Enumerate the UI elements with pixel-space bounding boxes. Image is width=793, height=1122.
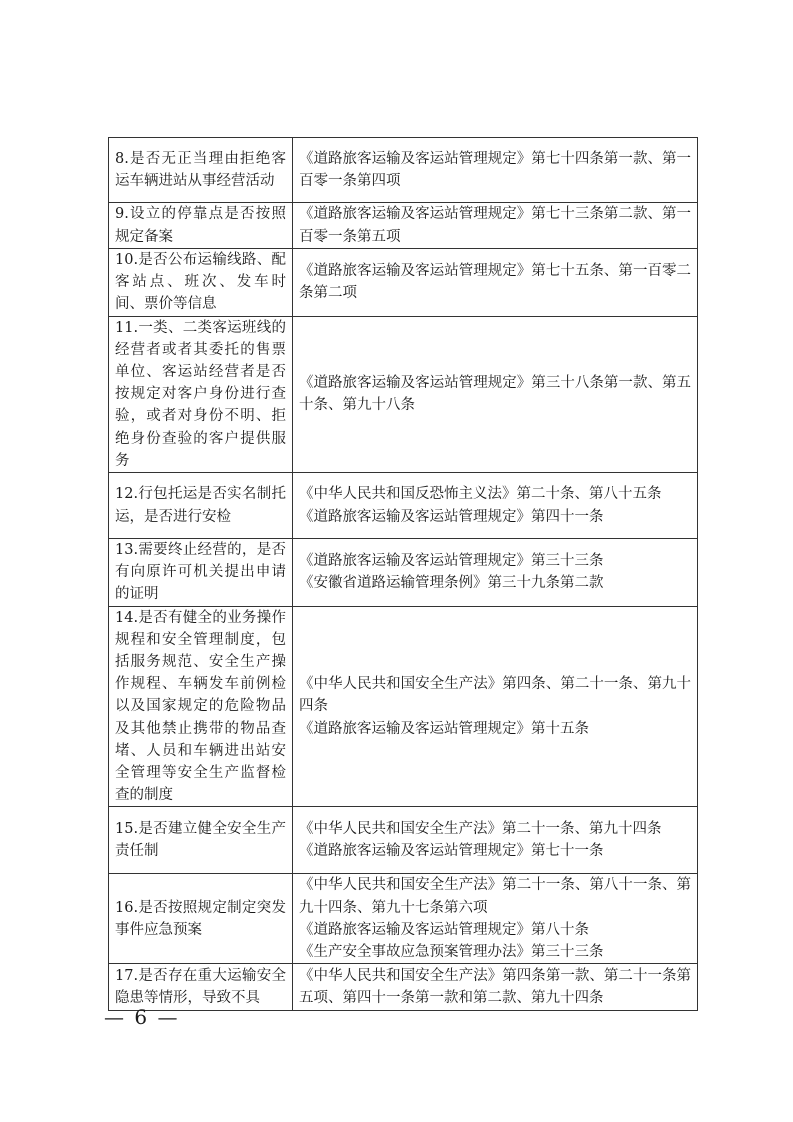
table-row <box>109 807 698 874</box>
table-row <box>109 964 698 1011</box>
table-row <box>109 874 698 964</box>
legal-basis-line: 《道路旅客运输及客运站管理规定》第三十三条 <box>299 553 604 570</box>
table-row <box>109 473 698 539</box>
legal-basis-line: 《道路旅客运输及客运站管理规定》第八十条 <box>299 921 589 938</box>
table-row <box>109 606 698 807</box>
legal-basis-cell <box>293 606 698 807</box>
check-item-cell: 8.是否无正当理由拒绝客运车辆进站从事经营活动 <box>109 138 293 203</box>
legal-basis-line: 《安徽省道路运输管理条例》第三十九条第二款 <box>299 575 604 592</box>
legal-basis-cell <box>293 249 698 317</box>
legal-basis-line: 《中华人民共和国反恐怖主义法》第二十条、第八十五条 <box>299 486 662 503</box>
legal-basis-cell <box>293 964 698 1011</box>
legal-basis-line: 《道路旅客运输及客运站管理规定》第四十一条 <box>299 508 604 525</box>
legal-basis-cell <box>293 874 698 964</box>
legal-basis-line: 《道路旅客运输及客运站管理规定》第七十三条第二款、第一百零一条第五项 <box>299 206 691 245</box>
check-item-cell: 11.一类、二类客运班线的经营者或者其委托的售票单位、客运站经营者是否按规定对客户身份进行查验，或者对身份不明、拒绝身份查验的客户提供服务 <box>109 316 293 472</box>
check-item-cell: 9.设立的停靠点是否按照规定备案 <box>109 203 293 249</box>
check-item-cell: 15.是否建立健全安全生产责任制 <box>109 807 293 874</box>
legal-basis-line: 《生产安全事故应急预案管理办法》第三十三条 <box>299 944 604 961</box>
legal-basis-line: 《中华人民共和国安全生产法》第四条第一款、第二十一条第五项、第四十一条第一款和第二款、第九十四条 <box>299 968 691 1007</box>
legal-basis-cell <box>293 807 698 874</box>
legal-basis-line: 《中华人民共和国安全生产法》第四条、第二十一条、第九十四条 <box>299 676 691 715</box>
check-item-cell: 12.行包托运是否实名制托运，是否进行安检 <box>109 473 293 539</box>
legal-basis-line: 《道路旅客运输及客运站管理规定》第七十五条、第一百零二条第二项 <box>299 263 691 302</box>
table-row <box>109 203 698 249</box>
page-number: — 6 — <box>104 1005 180 1029</box>
legal-basis-cell <box>293 473 698 539</box>
table-row <box>109 316 698 472</box>
legal-basis-line: 《中华人民共和国安全生产法》第二十一条、第九十四条 <box>299 821 662 838</box>
legal-basis-line: 《中华人民共和国安全生产法》第二十一条、第八十一条、第九十四条、第九十七条第六项 <box>299 877 691 916</box>
legal-basis-cell <box>293 138 698 203</box>
legal-basis-line: 《道路旅客运输及客运站管理规定》第三十八条第一款、第五十条、第九十八条 <box>299 375 691 414</box>
legal-basis-line: 《道路旅客运输及客运站管理规定》第七十四条第一款、第一百零一条第四项 <box>299 150 691 189</box>
check-item-cell: 10.是否公布运输线路、配客站点、班次、发车时间、票价等信息 <box>109 249 293 317</box>
legal-basis-line: 《道路旅客运输及客运站管理规定》第七十一条 <box>299 843 604 860</box>
check-item-cell: 14.是否有健全的业务操作规程和安全管理制度，包括服务规范、安全生产操作规程、车辆发车前例检以及国家规定的危险物品及其他禁止携带的物品查堵、人员和车辆进出站安全管理等安全生产监督检查的制度 <box>109 606 293 807</box>
table-row <box>109 539 698 607</box>
table-row <box>109 249 698 317</box>
legal-basis-line: 《道路旅客运输及客运站管理规定》第十五条 <box>299 720 589 737</box>
check-item-cell: 13.需要终止经营的，是否有向原许可机关提出申请的证明 <box>109 539 293 607</box>
legal-basis-cell <box>293 203 698 249</box>
check-item-cell: 17.是否存在重大运输安全隐患等情形，导致不具 <box>109 964 293 1011</box>
regulation-table <box>108 137 698 1011</box>
legal-basis-cell <box>293 316 698 472</box>
table-row <box>109 138 698 203</box>
check-item-cell: 16.是否按照规定制定突发事件应急预案 <box>109 874 293 964</box>
legal-basis-cell <box>293 539 698 607</box>
